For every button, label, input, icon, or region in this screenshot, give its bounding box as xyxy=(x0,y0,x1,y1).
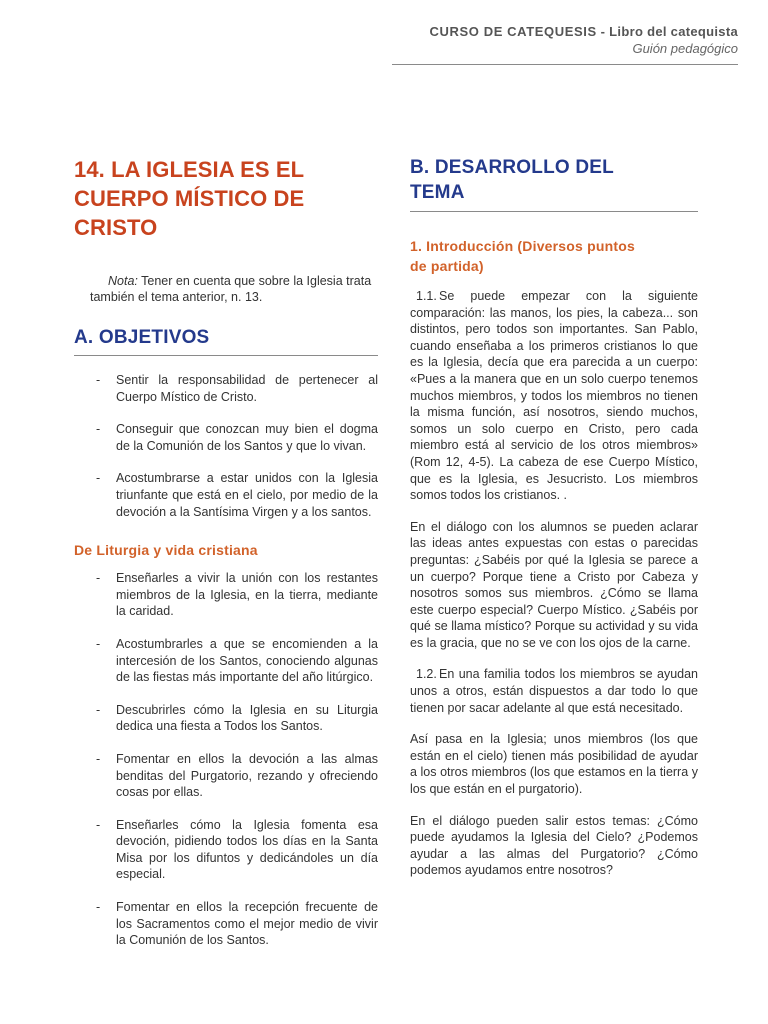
development-section xyxy=(410,155,698,212)
dash-bullet: - xyxy=(96,702,101,717)
note xyxy=(90,274,378,305)
development-heading-line: B. DESARROLLO DEL xyxy=(410,157,614,178)
paragraph-1-1 xyxy=(410,288,698,504)
liturgy-heading: De Liturgia y vida cristiana xyxy=(74,542,258,559)
objectives-heading-rule xyxy=(74,355,378,356)
paragraph-1-2 xyxy=(410,666,698,716)
paragraph-number: 1.1. xyxy=(416,289,437,303)
dash-bullet: - xyxy=(96,471,101,486)
header-course-line xyxy=(378,24,738,39)
list-item xyxy=(74,899,378,949)
objective-text: Sentir la responsabilidad de pertenecer al Cuerpo Místico de Cristo. xyxy=(116,373,378,404)
dash-bullet: - xyxy=(96,571,101,586)
chapter-title-line: CRISTO xyxy=(74,215,158,240)
intro-heading-line: 1. Introducción (Diversos puntos xyxy=(410,238,635,254)
objectives-section xyxy=(74,327,378,356)
intro-heading xyxy=(410,236,698,276)
liturgy-text: Fomentar en ellos la devoción a las almas benditas del Purgatorio, rezando y ofreciendo cosas por ellas. xyxy=(116,751,378,800)
note-text: Tener en cuenta que sobre la Iglesia trata también el tema anterior, n. 13. xyxy=(90,274,372,304)
development-heading-rule xyxy=(410,211,698,212)
dash-bullet: - xyxy=(96,422,101,437)
chapter-title-line: 14. LA IGLESIA ES EL xyxy=(74,157,305,182)
intro-heading-line: de partida) xyxy=(410,258,484,274)
paragraph-text: En una familia todos los miembros se ayudan unos a otros, están dispuestos a dar todo lo que tienen por sacar adelante al que está necesitado. xyxy=(410,667,698,715)
list-item xyxy=(74,470,378,520)
liturgy-text: Enseñarles cómo la Iglesia fomenta esa devoción, pidiendo todos los días en la Santa Misa por los difuntos y dedicándoles un día especial. xyxy=(116,817,378,882)
list-item xyxy=(74,751,378,801)
list-item xyxy=(74,570,378,620)
list-item xyxy=(74,817,378,883)
dash-bullet: - xyxy=(96,817,101,832)
liturgy-text: Descubrirles cómo la Iglesia en su Liturgia dedica una fiesta a Todos los Santos. xyxy=(116,702,378,734)
list-item xyxy=(74,702,378,735)
dash-bullet: - xyxy=(96,900,101,915)
left-column xyxy=(74,155,378,965)
objective-text: Acostumbrarse a estar unidos con la Iglesia triunfante que está en el cielo, por medio de la devoción a la Santísima Virgen y a los santos. xyxy=(116,471,378,519)
dash-bullet: - xyxy=(96,751,101,766)
paragraph-text: Se puede empezar con la siguiente comparación: las manos, los pies, la cabeza... son distintos, pero todos son importantes. San Pablo, cuando enseñaba a los primeros cristianos lo que es la Iglesia, decía que era parecida a un cuerpo: «Pues a la manera que en un solo cuerpo tenemos muchos miembros, y todos los miembros no tienen la misma función, así nosotros, siendo muchos, somos un solo cuerpo en Cristo, pero cada miembro está al servicio de los otros miembros» (Rom 12, 4-5). La cabeza de ese Cuerpo Místico, que es la Iglesia, es Jesucristo. Los miembros somos todos los cristianos. . xyxy=(410,289,698,503)
church-paragraph: Así pasa en la Iglesia; unos miembros (los que están en el cielo) tienen más posibilidad de ayudar a los otros miembros (los que estamos en la tierra y los que están en el purgatorio). xyxy=(410,732,698,797)
header-divider xyxy=(392,64,738,65)
dialog-paragraph-1: En el diálogo con los alumnos se pueden aclarar las ideas antes expuestas con estas o parecidas preguntas: ¿Sabéis por qué la Iglesia se parece a un cuerpo? Porque tiene a Cristo por Cabeza y nosotros somos sus miembros. ¿Cómo se llama este cuerpo especial? Cuerpo Místico. ¿Sabéis por qué se llama místico? Porque su actividad y su vida es la gracia, que no se ve con los ojos de la carne. xyxy=(410,519,698,650)
liturgy-list xyxy=(74,570,378,949)
objectives-list xyxy=(74,372,378,520)
header-subtitle: Guión pedagógico xyxy=(632,41,738,56)
dash-bullet: - xyxy=(96,373,101,387)
development-heading-line: TEMA xyxy=(410,182,465,203)
chapter-title-line: CUERPO MÍSTICO DE xyxy=(74,186,305,211)
chapter-title xyxy=(74,155,378,242)
liturgy-text: Enseñarles a vivir la unión con los restantes miembros de la Iglesia, en la tierra, mediante la caridad. xyxy=(116,571,378,619)
liturgy-text: Fomentar en ellos la recepción frecuente de los Sacramentos como el mejor medio de vivir la Comunión de los Santos. xyxy=(116,900,378,948)
list-item xyxy=(74,372,378,405)
development-heading xyxy=(410,155,698,205)
dash-bullet: - xyxy=(96,636,101,651)
right-column xyxy=(410,155,698,879)
note-label: Nota: xyxy=(108,274,138,288)
list-item xyxy=(74,421,378,454)
dialog-paragraph-2: En el diálogo pueden salir estos temas: ¿Cómo puede ayudamos la Iglesia del Cielo? ¿Podemos ayudar a las almas del Purgatorio? ¿Cómo podemos ayudamos entre nosotros? xyxy=(410,813,698,878)
list-item xyxy=(74,636,378,686)
header-book: - Libro del catequista xyxy=(596,24,738,39)
paragraph-number: 1.2. xyxy=(416,667,437,682)
header-course: CURSO DE CATEQUESIS xyxy=(429,24,597,39)
running-header xyxy=(378,24,738,56)
objectives-heading: A. OBJETIVOS xyxy=(74,327,210,348)
objective-text: Conseguir que conozcan muy bien el dogma de la Comunión de los Santos y que lo vivan. xyxy=(116,422,378,453)
liturgy-text: Acostumbrarles a que se encomienden a la intercesión de los Santos, conociendo algunas de las fiestas más importante del año litúrgico. xyxy=(116,636,378,685)
